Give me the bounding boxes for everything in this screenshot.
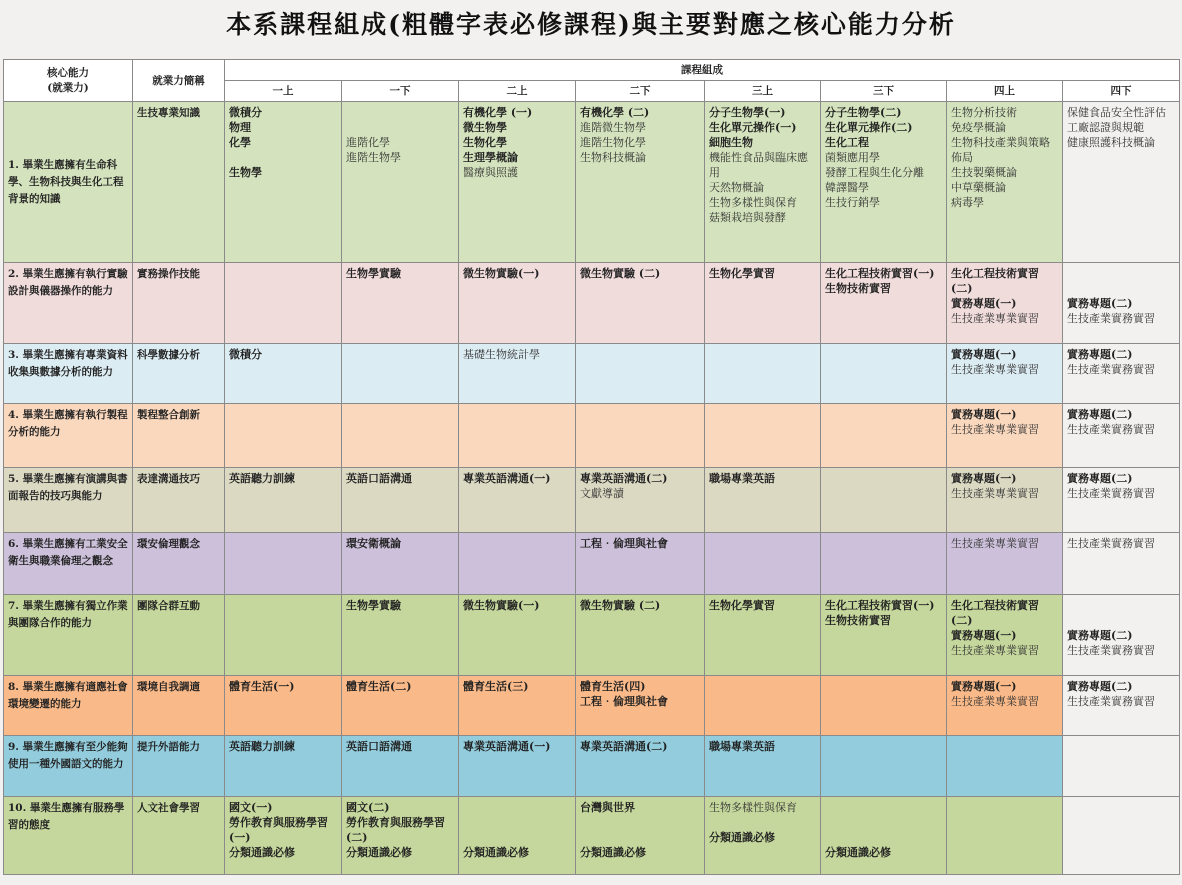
course-cell <box>576 102 705 263</box>
semester-header: 四下 <box>1063 81 1180 102</box>
course-item: 專業英語溝通(二) <box>580 740 668 753</box>
course-item: 國文(一) <box>229 801 273 814</box>
course-cell <box>459 797 576 875</box>
core-competency-cell: 6. 畢業生應擁有工業安全衛生與職業倫理之觀念 <box>4 533 133 595</box>
course-item: 勞作教育與服務學習(一) <box>229 816 328 844</box>
course-item: 生物學實驗 <box>346 599 401 612</box>
table-row <box>4 797 1180 875</box>
table-row <box>4 736 1180 797</box>
course-item: 職場專業英語 <box>709 740 775 753</box>
course-cell <box>1063 676 1180 736</box>
course-cell <box>576 344 705 404</box>
course-cell <box>225 263 342 344</box>
course-item: 有機化學 (一) <box>463 106 533 119</box>
semester-header: 三上 <box>705 81 821 102</box>
course-cell <box>342 102 459 263</box>
course-cell <box>947 676 1063 736</box>
course-cell <box>459 102 576 263</box>
course-item: 生技產業專業實習 <box>951 537 1039 550</box>
core-competency-cell: 3. 畢業生應擁有專業資料收集與數據分析的能力 <box>4 344 133 404</box>
course-item <box>463 800 571 815</box>
course-cell <box>821 468 947 533</box>
course-item: 英語口語溝通 <box>346 472 412 485</box>
course-item: 實務專題(一) <box>951 629 1017 642</box>
course-item <box>346 105 454 120</box>
course-item: 生技產業實務實習 <box>1067 695 1155 708</box>
course-cell <box>459 468 576 533</box>
course-item: 分類通識必修 <box>825 846 891 859</box>
course-item: 生化工程技術實習(一) <box>825 267 935 280</box>
course-item: 實務專題(二) <box>1067 348 1133 361</box>
course-item: 物理 <box>229 121 251 134</box>
course-item: 有機化學 (二) <box>580 106 650 119</box>
course-cell <box>705 404 821 468</box>
course-item: 病毒學 <box>951 196 984 209</box>
course-cell <box>705 468 821 533</box>
course-item: 分類通識必修 <box>580 846 646 859</box>
course-item: 生物科技產業與策略佈局 <box>951 136 1050 164</box>
course-cell <box>342 404 459 468</box>
course-cell <box>947 595 1063 676</box>
table-row <box>4 595 1180 676</box>
course-cell <box>705 263 821 344</box>
course-item: 體育生活(二) <box>346 680 412 693</box>
course-cell <box>459 404 576 468</box>
course-cell <box>342 263 459 344</box>
course-item <box>229 150 337 165</box>
course-item: 體育生活(三) <box>463 680 529 693</box>
course-item: 生技行銷學 <box>825 196 880 209</box>
course-cell <box>947 736 1063 797</box>
course-cell <box>821 533 947 595</box>
course-item: 文獻導讀 <box>580 487 624 500</box>
course-cell <box>1063 468 1180 533</box>
course-cell <box>1063 736 1180 797</box>
core-competency-cell: 1. 畢業生應擁有生命科學、生物科技與生化工程背景的知識 <box>4 102 133 263</box>
table-row <box>4 468 1180 533</box>
table-row <box>4 344 1180 404</box>
course-item: 微生物實驗 (二) <box>580 267 661 280</box>
course-item: 分類通識必修 <box>709 831 775 844</box>
course-item: 專業英語溝通(二) <box>580 472 668 485</box>
course-item: 生化工程技術實習(二) <box>951 267 1039 295</box>
course-item <box>463 830 571 845</box>
course-item: 健康照護科技概論 <box>1067 136 1155 149</box>
course-item: 天然物概論 <box>709 181 764 194</box>
course-cell <box>576 595 705 676</box>
course-cell <box>459 263 576 344</box>
course-item: 基礎生物統計學 <box>463 348 540 361</box>
course-item: 英語聽力訓練 <box>229 740 295 753</box>
page-title: 本系課程組成(粗體字表必修課程)與主要對應之核心能力分析 <box>226 10 956 39</box>
course-item: 實務專題(二) <box>1067 297 1133 310</box>
core-competency-cell: 5. 畢業生應擁有演講與書面報告的技巧與能力 <box>4 468 133 533</box>
course-item: 生物化學實習 <box>709 267 775 280</box>
course-item: 專業英語溝通(一) <box>463 472 551 485</box>
course-item <box>580 830 700 845</box>
course-item: 生物學實驗 <box>346 267 401 280</box>
course-item: 實務專題(一) <box>951 472 1017 485</box>
course-cell <box>342 797 459 875</box>
course-item: 勞作教育與服務學習(二) <box>346 816 445 844</box>
course-item: 生物多樣性與保育 <box>709 801 797 814</box>
table-row <box>4 404 1180 468</box>
course-cell <box>225 344 342 404</box>
course-cell <box>705 676 821 736</box>
course-cell <box>821 676 947 736</box>
course-item: 生技產業專業實習 <box>951 644 1039 657</box>
job-skill-cell: 科學數據分析 <box>133 344 225 404</box>
course-item: 實務專題(二) <box>1067 472 1133 485</box>
course-item: 免疫學概論 <box>951 121 1006 134</box>
course-item: 生理學概論 <box>463 151 518 164</box>
course-item <box>1067 613 1175 628</box>
course-item: 實務專題(二) <box>1067 629 1133 642</box>
course-item: 微生物實驗 (二) <box>580 599 661 612</box>
course-cell <box>459 595 576 676</box>
course-cell <box>342 595 459 676</box>
course-item: 進階生物學 <box>346 151 401 164</box>
course-item: 實務專題(一) <box>951 680 1017 693</box>
course-item: 生技產業實務實習 <box>1067 644 1155 657</box>
course-cell <box>821 344 947 404</box>
course-item: 韓譯醫學 <box>825 181 869 194</box>
course-item: 專業英語溝通(一) <box>463 740 551 753</box>
course-item: 生技產業實務實習 <box>1067 312 1155 325</box>
course-item: 國文(二) <box>346 801 390 814</box>
course-cell <box>821 102 947 263</box>
course-cell <box>1063 797 1180 875</box>
course-item: 生物多樣性與保育 <box>709 196 797 209</box>
course-item: 微生物實驗(一) <box>463 267 540 280</box>
course-cell <box>705 595 821 676</box>
semester-header: 二下 <box>576 81 705 102</box>
course-composition-header: 課程組成 <box>225 60 1180 81</box>
course-item: 細胞生物 <box>709 136 753 149</box>
course-item <box>825 830 942 845</box>
table-row <box>4 102 1180 263</box>
course-item: 微積分 <box>229 348 262 361</box>
course-cell <box>705 102 821 263</box>
course-item <box>825 800 942 815</box>
course-item: 生化單元操作(一) <box>709 121 797 134</box>
semester-header: 二上 <box>459 81 576 102</box>
course-item: 環安衛概論 <box>346 537 401 550</box>
course-cell <box>1063 533 1180 595</box>
course-item <box>825 815 942 830</box>
job-skill-cell: 提升外語能力 <box>133 736 225 797</box>
course-cell <box>1063 595 1180 676</box>
course-item: 機能性食品與臨床應用 <box>709 151 808 179</box>
course-cell <box>342 468 459 533</box>
course-cell <box>576 797 705 875</box>
core-sub-label: (就業力) <box>47 82 89 94</box>
course-item: 生物技術實習 <box>825 282 891 295</box>
course-item: 生物化學實習 <box>709 599 775 612</box>
course-item <box>1067 281 1175 296</box>
course-cell <box>576 404 705 468</box>
course-item: 工程‧倫理與社會 <box>580 695 668 708</box>
course-item: 生化單元操作(二) <box>825 121 913 134</box>
job-skill-cell: 環境自我調適 <box>133 676 225 736</box>
job-skill-cell: 生技專業知識 <box>133 102 225 263</box>
course-cell <box>1063 263 1180 344</box>
course-cell <box>947 797 1063 875</box>
course-cell <box>576 533 705 595</box>
course-item: 工程‧倫理與社會 <box>580 537 668 550</box>
course-item: 分子生物學(一) <box>709 106 786 119</box>
course-cell <box>1063 404 1180 468</box>
course-cell <box>576 468 705 533</box>
course-item: 生化工程技術實習(一) <box>825 599 935 612</box>
course-cell <box>705 797 821 875</box>
course-cell <box>225 102 342 263</box>
course-cell <box>225 797 342 875</box>
course-item: 生技產業專業實習 <box>951 312 1039 325</box>
course-cell <box>459 533 576 595</box>
core-competency-cell: 10. 畢業生應擁有服務學習的態度 <box>4 797 133 875</box>
job-skill-cell: 製程整合創新 <box>133 404 225 468</box>
course-item: 台灣與世界 <box>580 801 635 814</box>
semester-header: 一下 <box>342 81 459 102</box>
course-item: 進階生物化學 <box>580 136 646 149</box>
course-item: 生化工程 <box>825 136 869 149</box>
job-skill-cell: 團隊合群互動 <box>133 595 225 676</box>
course-item: 生物分析技術 <box>951 106 1017 119</box>
core-competency-header <box>4 60 133 102</box>
course-item: 保健食品安全性評估 <box>1067 106 1166 119</box>
course-cell <box>821 595 947 676</box>
course-cell <box>225 676 342 736</box>
course-item: 生物技術實習 <box>825 614 891 627</box>
course-item: 進階微生物學 <box>580 121 646 134</box>
course-cell <box>947 533 1063 595</box>
course-item: 微生物實驗(一) <box>463 599 540 612</box>
course-cell <box>225 533 342 595</box>
course-cell <box>947 102 1063 263</box>
course-cell <box>947 344 1063 404</box>
table-row <box>4 676 1180 736</box>
core-label: 核心能力 <box>47 67 89 79</box>
course-item: 菇類栽培與發酵 <box>709 211 786 224</box>
course-cell <box>947 404 1063 468</box>
course-cell <box>705 533 821 595</box>
course-cell <box>225 404 342 468</box>
course-item: 生化工程技術實習(二) <box>951 599 1039 627</box>
course-cell <box>459 344 576 404</box>
course-item: 生技產業專業實習 <box>951 487 1039 500</box>
course-item: 實務專題(二) <box>1067 408 1133 421</box>
course-item: 體育生活(四) <box>580 680 646 693</box>
course-cell <box>576 263 705 344</box>
course-item: 生技產業實務實習 <box>1067 423 1155 436</box>
job-skill-cell: 環安倫理觀念 <box>133 533 225 595</box>
job-skill-cell: 表達溝通技巧 <box>133 468 225 533</box>
course-item: 職場專業英語 <box>709 472 775 485</box>
job-skill-cell: 人文社會學習 <box>133 797 225 875</box>
course-cell <box>576 736 705 797</box>
course-item: 生物學 <box>229 166 262 179</box>
core-competency-cell: 2. 畢業生應擁有執行實驗設計與儀器操作的能力 <box>4 263 133 344</box>
course-item: 生技產業專業實習 <box>951 423 1039 436</box>
course-item <box>1067 266 1175 281</box>
course-item: 化學 <box>229 136 251 149</box>
course-item: 微生物學 <box>463 121 507 134</box>
semester-header: 四上 <box>947 81 1063 102</box>
course-item: 生物科技概論 <box>580 151 646 164</box>
course-item: 體育生活(一) <box>229 680 295 693</box>
course-cell <box>821 404 947 468</box>
course-item <box>463 815 571 830</box>
course-item: 分類通識必修 <box>346 846 412 859</box>
course-cell <box>1063 102 1180 263</box>
course-item: 中草藥概論 <box>951 181 1006 194</box>
course-item: 生技產業實務實習 <box>1067 363 1155 376</box>
course-item: 微積分 <box>229 106 262 119</box>
course-cell <box>342 533 459 595</box>
core-competency-cell: 4. 畢業生應擁有執行製程分析的能力 <box>4 404 133 468</box>
job-abbrev-header: 就業力簡稱 <box>133 60 225 102</box>
core-competency-cell: 8. 畢業生應擁有適應社會環境變遷的能力 <box>4 676 133 736</box>
course-item: 生技製藥概論 <box>951 166 1017 179</box>
job-skill-cell: 實務操作技能 <box>133 263 225 344</box>
course-cell <box>705 344 821 404</box>
course-item: 實務專題(一) <box>951 348 1017 361</box>
competency-course-table <box>3 59 1180 875</box>
course-cell <box>342 736 459 797</box>
core-competency-cell: 9. 畢業生應擁有至少能夠使用一種外國語文的能力 <box>4 736 133 797</box>
course-item: 醫療與照護 <box>463 166 518 179</box>
course-item: 英語口語溝通 <box>346 740 412 753</box>
course-cell <box>225 595 342 676</box>
course-item: 實務專題(一) <box>951 297 1017 310</box>
course-item: 分子生物學(二) <box>825 106 902 119</box>
course-item <box>1067 598 1175 613</box>
course-item <box>346 120 454 135</box>
course-cell <box>821 797 947 875</box>
course-cell <box>459 676 576 736</box>
course-cell <box>947 468 1063 533</box>
course-item: 英語聽力訓練 <box>229 472 295 485</box>
course-item <box>709 815 816 830</box>
course-item: 進階化學 <box>346 136 390 149</box>
course-cell <box>947 263 1063 344</box>
course-cell <box>1063 344 1180 404</box>
course-item: 生技產業專業實習 <box>951 363 1039 376</box>
course-cell <box>225 468 342 533</box>
course-cell <box>459 736 576 797</box>
course-cell <box>705 736 821 797</box>
course-cell <box>342 344 459 404</box>
course-cell <box>821 736 947 797</box>
course-item: 生技產業專業實習 <box>951 695 1039 708</box>
course-cell <box>342 676 459 736</box>
course-item: 實務專題(一) <box>951 408 1017 421</box>
course-cell <box>576 676 705 736</box>
course-cell <box>225 736 342 797</box>
course-item: 生技產業實務實習 <box>1067 487 1155 500</box>
course-item: 菌類應用學 <box>825 151 880 164</box>
course-item: 生技產業實務實習 <box>1067 537 1155 550</box>
core-competency-cell: 7. 畢業生應擁有獨立作業與團隊合作的能力 <box>4 595 133 676</box>
course-item: 生物化學 <box>463 136 507 149</box>
course-item: 發酵工程與生化分離 <box>825 166 924 179</box>
course-item: 實務專題(二) <box>1067 680 1133 693</box>
course-item: 分類通識必修 <box>463 846 529 859</box>
table-row <box>4 263 1180 344</box>
semester-header: 一上 <box>225 81 342 102</box>
semester-header: 三下 <box>821 81 947 102</box>
course-cell <box>821 263 947 344</box>
course-item: 工廠認證與規範 <box>1067 121 1144 134</box>
course-item: 分類通識必修 <box>229 846 295 859</box>
course-item <box>580 815 700 830</box>
table-row <box>4 533 1180 595</box>
